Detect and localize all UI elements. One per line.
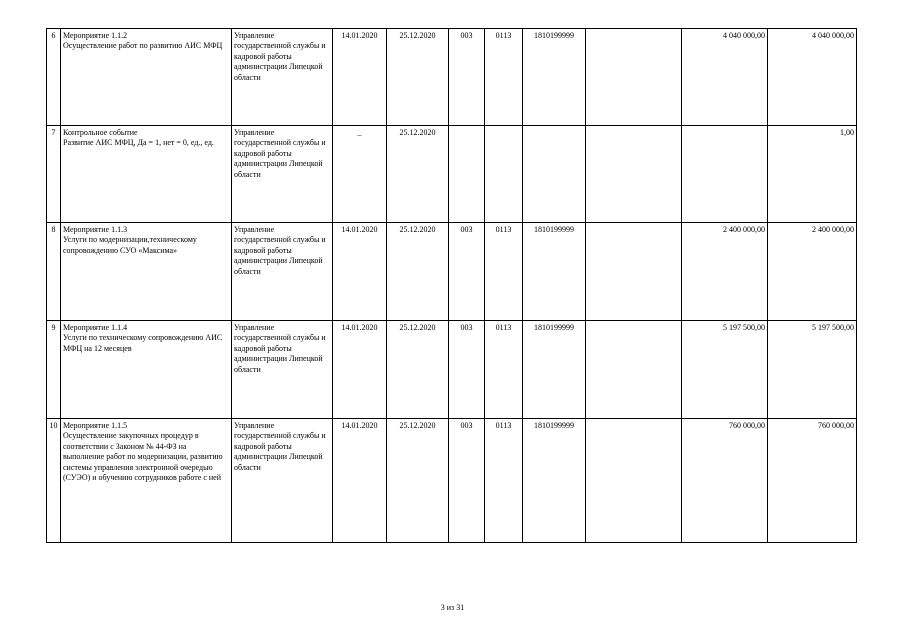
amount-value: 5 197 500,00 [682, 321, 768, 419]
blank-cell [586, 419, 682, 543]
code-target: 1810199999 [523, 29, 586, 126]
executor: Управление государственной службы и кадровой работы администрации Липецкой области [232, 321, 333, 419]
row-number: 10 [47, 419, 61, 543]
executor: Управление государственной службы и кадровой работы администрации Липецкой области [232, 419, 333, 543]
table-row [47, 419, 857, 543]
amount-value: 2 400 000,00 [682, 223, 768, 321]
code-section: 0113 [485, 223, 523, 321]
code-section [485, 126, 523, 223]
code-grbs [449, 126, 485, 223]
code-grbs: 003 [449, 419, 485, 543]
row-number: 9 [47, 321, 61, 419]
total-value: 2 400 000,00 [768, 223, 857, 321]
table-row [47, 223, 857, 321]
code-target: 1810199999 [523, 321, 586, 419]
code-grbs: 003 [449, 321, 485, 419]
start-date: 14.01.2020 [333, 223, 387, 321]
code-grbs: 003 [449, 223, 485, 321]
total-value: 1,00 [768, 126, 857, 223]
start-date: _ [333, 126, 387, 223]
amount-value: 760 000,00 [682, 419, 768, 543]
executor: Управление государственной службы и кадровой работы администрации Липецкой области [232, 126, 333, 223]
total-value: 5 197 500,00 [768, 321, 857, 419]
measures-table [46, 28, 857, 543]
code-section: 0113 [485, 29, 523, 126]
measure-name: Мероприятие 1.1.5 Осуществление закупочных процедур в соответствии с Законом № 44-ФЗ на выполнение работ по модернизации, развитию системы управления электронной очередью (СУЭО) и обучению сотрудников работе с ней [61, 419, 232, 543]
amount-value: 4 040 000,00 [682, 29, 768, 126]
blank-cell [586, 321, 682, 419]
row-number: 6 [47, 29, 61, 126]
table-row [47, 321, 857, 419]
end-date: 25.12.2020 [387, 29, 449, 126]
code-target [523, 126, 586, 223]
total-value: 4 040 000,00 [768, 29, 857, 126]
amount-value [682, 126, 768, 223]
code-grbs: 003 [449, 29, 485, 126]
start-date: 14.01.2020 [333, 321, 387, 419]
start-date: 14.01.2020 [333, 29, 387, 126]
total-value: 760 000,00 [768, 419, 857, 543]
blank-cell [586, 126, 682, 223]
code-section: 0113 [485, 419, 523, 543]
measure-name: Мероприятие 1.1.4 Услуги по техническому сопровождению АИС МФЦ на 12 месяцев [61, 321, 232, 419]
page-number: 3 из 31 [440, 603, 465, 612]
table-row [47, 126, 857, 223]
end-date: 25.12.2020 [387, 126, 449, 223]
measure-name: Мероприятие 1.1.3 Услуги по модернизации,техническому сопровождению СУО «Максима» [61, 223, 232, 321]
end-date: 25.12.2020 [387, 419, 449, 543]
executor: Управление государственной службы и кадровой работы администрации Липецкой области [232, 223, 333, 321]
row-number: 7 [47, 126, 61, 223]
blank-cell [586, 223, 682, 321]
end-date: 25.12.2020 [387, 223, 449, 321]
executor: Управление государственной службы и кадровой работы администрации Липецкой области [232, 29, 333, 126]
measure-name: Мероприятие 1.1.2 Осуществление работ по развитию АИС МФЦ [61, 29, 232, 126]
code-target: 1810199999 [523, 223, 586, 321]
code-target: 1810199999 [523, 419, 586, 543]
measure-name: Контрольное событие Развитие АИС МФЦ, Да = 1, нет = 0, ед., ед. [61, 126, 232, 223]
table-row [47, 29, 857, 126]
start-date: 14.01.2020 [333, 419, 387, 543]
blank-cell [586, 29, 682, 126]
end-date: 25.12.2020 [387, 321, 449, 419]
code-section: 0113 [485, 321, 523, 419]
row-number: 8 [47, 223, 61, 321]
